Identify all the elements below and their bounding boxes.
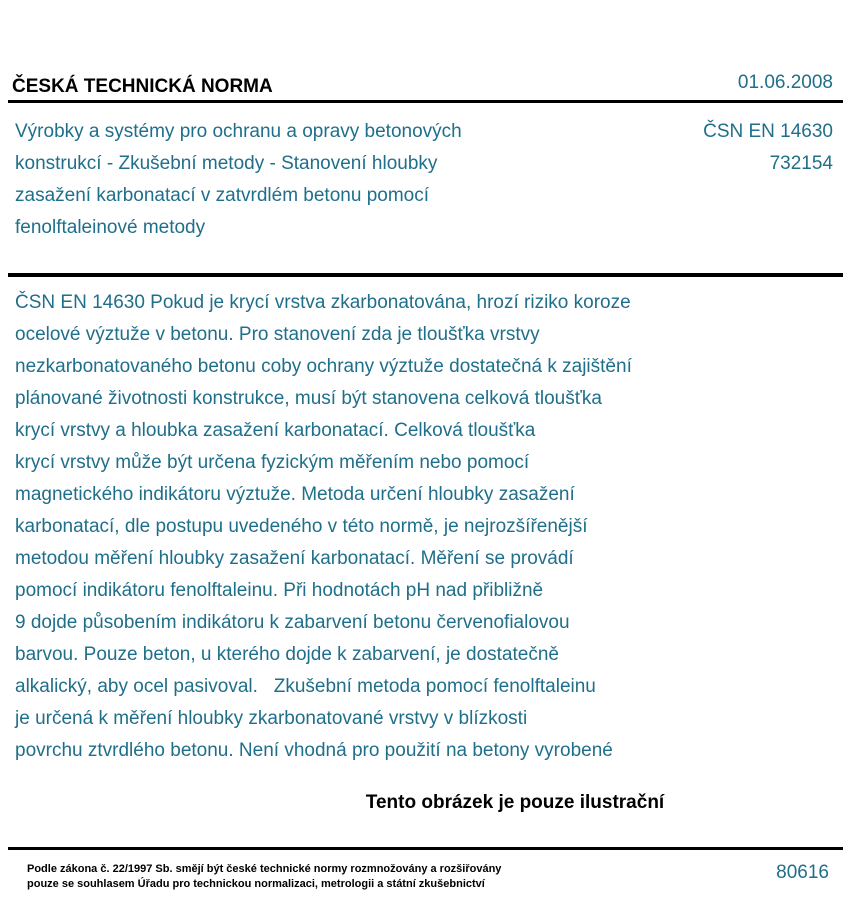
- abstract-line: krycí vrstvy může být určena fyzickým měřením nebo pomocí: [15, 452, 530, 473]
- standard-title-line: zasažení karbonatací v zatvrdlém betonu pomocí: [15, 185, 430, 206]
- abstract-line: barvou. Pouze beton, u kterého dojde k zabarvení, je dostatečně: [15, 644, 559, 665]
- abstract-line: magnetického indikátoru výztuže. Metoda určení hloubky zasažení: [15, 484, 575, 505]
- bottom-divider: [8, 847, 843, 850]
- abstract-line: alkalický, aby ocel pasivoval. Zkušební metoda pomocí fenolftaleinu: [15, 676, 596, 697]
- top-divider: [8, 100, 843, 103]
- abstract-line: pomocí indikátoru fenolftaleinu. Při hodnotách pH nad přibližně: [15, 580, 544, 601]
- abstract-line: metodou měření hloubky zasažení karbonatací. Měření se provádí: [15, 548, 574, 569]
- classification-number: 732154: [769, 153, 833, 174]
- abstract-text: [15, 287, 775, 767]
- abstract-line: je určená k měření hloubky zkarbonatované vrstvy v blízkosti: [15, 708, 528, 729]
- publication-date: 01.06.2008: [737, 72, 833, 93]
- standard-identifiers: [703, 116, 833, 180]
- standard-title-line: fenolftaleinové metody: [15, 217, 206, 238]
- abstract-line: povrchu ztvrdlého betonu. Není vhodná pro použití na betony vyrobené: [15, 740, 613, 761]
- document-type-heading: ČESKÁ TECHNICKÁ NORMA: [12, 76, 273, 97]
- middle-divider: [8, 273, 843, 277]
- abstract-line: plánované životnosti konstrukce, musí být stanovena celková tloušťka: [15, 388, 602, 409]
- abstract-line: karbonatací, dle postupu uvedeného v této normě, je nejrozšířenější: [15, 516, 588, 537]
- standard-title-line: Výrobky a systémy pro ochranu a opravy betonových: [15, 121, 462, 142]
- legal-notice: [27, 862, 501, 892]
- abstract-line: krycí vrstvy a hloubka zasažení karbonatací. Celková tloušťka: [15, 420, 536, 441]
- abstract-line: nezkarbonatovaného betonu coby ochrany výztuže dostatečná k zajištění: [15, 356, 632, 377]
- legal-notice-line: Podle zákona č. 22/1997 Sb. smějí být české technické normy rozmnožovány a rozšiřovány: [27, 863, 502, 875]
- legal-notice-line: pouze se souhlasem Úřadu pro technickou normalizaci, metrologii a státní zkušebnictví: [27, 878, 485, 890]
- illustration-notice: Tento obrázek je pouze ilustrační: [365, 792, 665, 813]
- standard-title-line: konstrukcí - Zkušební metody - Stanovení hloubky: [15, 153, 438, 174]
- standard-title: [15, 116, 575, 244]
- abstract-line: ocelové výztuže v betonu. Pro stanovení zda je tloušťka vrstvy: [15, 324, 540, 345]
- document-number: 80616: [776, 862, 829, 883]
- abstract-line: ČSN EN 14630 Pokud je krycí vrstva zkarbonatována, hrozí riziko koroze: [15, 292, 631, 313]
- abstract-line: 9 dojde působením indikátoru k zabarvení betonu červenofialovou: [15, 612, 570, 633]
- standard-code: ČSN EN 14630: [703, 121, 833, 142]
